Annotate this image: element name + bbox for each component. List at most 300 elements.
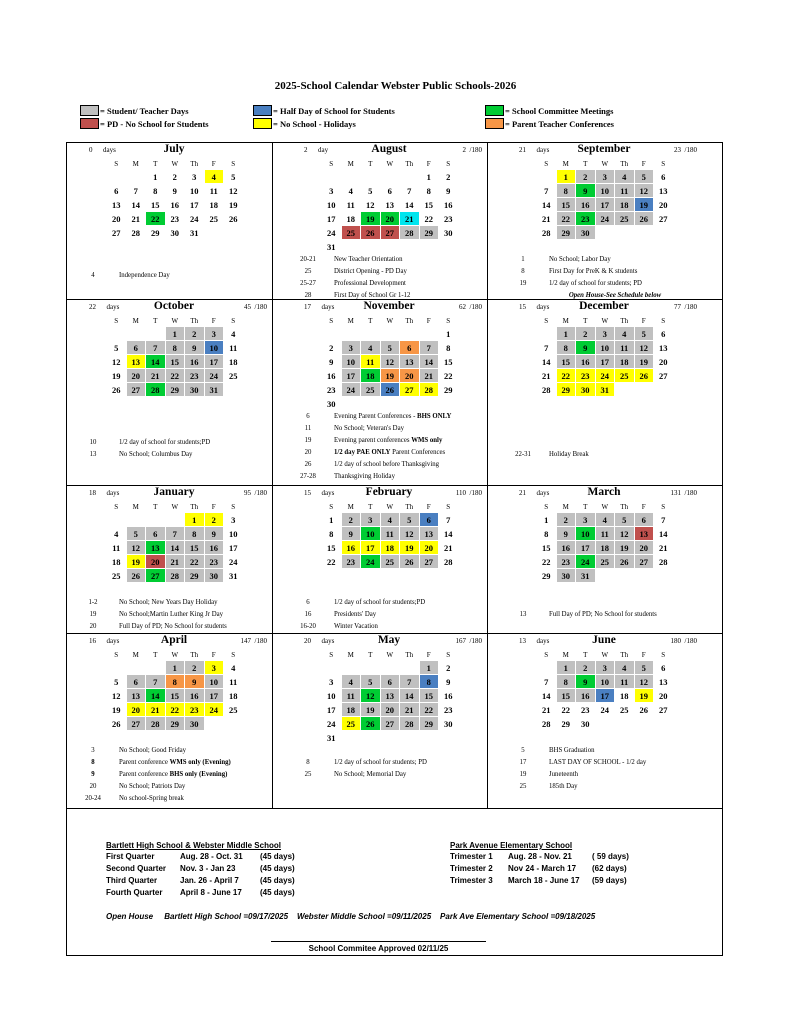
day-cell: 23 xyxy=(557,555,576,568)
month-grid xyxy=(107,650,281,731)
note-emphasis: 1/2 day PAE ONLY xyxy=(334,448,391,456)
month-day-count: 2 day xyxy=(304,146,329,154)
day-cell: 27 xyxy=(635,555,654,568)
month-day-count: 21 days xyxy=(519,489,550,497)
day-cell: 15 xyxy=(424,199,433,210)
day-cell: 6 xyxy=(387,185,392,196)
day-cell: 8 xyxy=(166,341,185,354)
day-cell: 18 xyxy=(346,213,355,224)
day-cell: 10 xyxy=(576,527,595,540)
day-cell: 11 xyxy=(596,527,615,540)
note-date: 25 xyxy=(304,770,312,778)
day-cell: 26 xyxy=(361,226,380,239)
note-date: 1 xyxy=(521,255,525,263)
day-cell: 15 xyxy=(166,355,185,368)
weekday-label: W xyxy=(386,317,394,325)
month-header xyxy=(67,486,281,502)
note-date: 4 xyxy=(91,271,95,279)
weekday-label: M xyxy=(132,160,139,168)
day-cell: 20 xyxy=(635,541,654,554)
day-cell: 3 xyxy=(596,661,615,674)
legend-parent-teacher-conferences xyxy=(485,117,614,130)
empty-cell xyxy=(361,397,380,410)
empty-cell xyxy=(400,397,419,410)
day-cell: 2 xyxy=(557,513,576,526)
week-row xyxy=(322,369,496,383)
day-cell: 22 xyxy=(146,212,165,225)
day-cell: 25 xyxy=(342,717,361,730)
day-cell: 14 xyxy=(131,199,140,210)
day-cell: 3 xyxy=(231,514,236,525)
trimester-name: Trimester 1 xyxy=(450,852,493,861)
day-cell: 3 xyxy=(205,661,224,674)
empty-cell xyxy=(127,513,146,526)
day-cell: 5 xyxy=(231,171,236,182)
month-name: April xyxy=(160,634,188,646)
month-grid xyxy=(322,502,496,569)
day-cell: 21 xyxy=(420,369,439,382)
day-cell: 18 xyxy=(342,703,361,716)
day-cell: 25 xyxy=(596,555,615,568)
empty-cell xyxy=(537,661,556,674)
weekday-label: F xyxy=(641,317,646,325)
day-cell: 7 xyxy=(446,514,451,525)
note-date: 19 xyxy=(304,436,312,444)
empty-cell xyxy=(654,717,673,730)
weekday-label: S xyxy=(114,651,119,659)
month-july xyxy=(67,143,281,279)
weekday-label: S xyxy=(446,503,451,511)
day-cell: 6 xyxy=(381,675,400,688)
month-day-count: 15 days xyxy=(304,489,335,497)
empty-cell xyxy=(615,226,634,239)
note-row xyxy=(282,458,496,470)
month-cumulative-total: 167 /180 xyxy=(455,637,482,645)
weekday-label: S xyxy=(661,651,666,659)
empty-cell xyxy=(361,170,380,183)
day-cell: 14 xyxy=(405,199,414,210)
day-cell: 30 xyxy=(576,226,595,239)
day-cell: 30 xyxy=(576,383,595,396)
pae-heading: Park Avenue Elementary School xyxy=(450,841,573,850)
day-cell: 20 xyxy=(659,199,668,210)
day-cell: 16 xyxy=(205,541,224,554)
day-cell: 27 xyxy=(659,704,668,715)
day-cell: 3 xyxy=(596,327,615,340)
day-cell: 12 xyxy=(400,527,419,540)
day-cell: 10 xyxy=(205,675,224,688)
trimester-range: Nov 24 - March 17 xyxy=(508,864,577,873)
quarter-days: (45 days) xyxy=(260,876,295,885)
day-cell: 22 xyxy=(424,213,433,224)
day-cell: 7 xyxy=(407,185,412,196)
day-cell: 11 xyxy=(229,342,238,353)
trimester-name: Trimester 2 xyxy=(450,864,493,873)
day-cell: 4 xyxy=(596,513,615,526)
legend-swatch xyxy=(253,105,272,116)
note-date: 8 xyxy=(521,267,525,275)
quarter-name: Third Quarter xyxy=(106,876,158,885)
day-cell: 25 xyxy=(620,704,629,715)
month-header xyxy=(67,300,281,316)
month-header xyxy=(67,634,281,650)
day-cell: 30 xyxy=(444,718,453,729)
day-cell: 24 xyxy=(342,383,361,396)
day-cell: 6 xyxy=(661,171,666,182)
legend-swatch xyxy=(80,105,99,116)
empty-cell xyxy=(342,240,361,253)
day-cell: 9 xyxy=(576,341,595,354)
weekday-row xyxy=(107,159,281,170)
weekday-label: S xyxy=(544,317,549,325)
empty-cell xyxy=(127,661,146,674)
day-cell: 3 xyxy=(342,341,361,354)
note-text: No School; Labor Day xyxy=(549,255,611,263)
day-cell: 26 xyxy=(112,384,121,395)
note-row xyxy=(282,434,496,446)
weekday-label: S xyxy=(231,651,236,659)
day-cell: 5 xyxy=(368,185,373,196)
day-cell: 16 xyxy=(185,355,204,368)
empty-cell xyxy=(381,661,400,674)
day-cell: 24 xyxy=(190,213,199,224)
empty-cell xyxy=(224,226,243,239)
weekday-label: M xyxy=(562,317,569,325)
week-row xyxy=(537,198,711,212)
weekday-label: S xyxy=(231,160,236,168)
day-cell: 12 xyxy=(635,184,654,197)
note-text: New Teacher Orientation xyxy=(334,255,403,263)
empty-cell xyxy=(439,240,458,253)
note-row xyxy=(497,265,711,277)
day-cell: 3 xyxy=(329,185,334,196)
month-notes xyxy=(282,756,496,780)
note-row xyxy=(497,744,711,756)
empty-cell xyxy=(107,661,126,674)
empty-cell xyxy=(635,569,654,582)
week-row xyxy=(107,383,281,397)
weekday-label: F xyxy=(426,160,431,168)
weekday-label: S xyxy=(231,503,236,511)
note-date: 20 xyxy=(89,782,97,790)
day-cell: 15 xyxy=(420,689,439,702)
note-row xyxy=(497,277,711,289)
empty-cell xyxy=(342,661,361,674)
day-cell: 3 xyxy=(596,170,615,183)
day-cell: 17 xyxy=(190,199,199,210)
empty-cell xyxy=(361,661,380,674)
day-cell: 5 xyxy=(381,341,400,354)
day-cell: 19 xyxy=(112,370,121,381)
day-cell: 11 xyxy=(361,355,380,368)
month-cumulative-total: 180 /180 xyxy=(670,637,697,645)
day-cell: 29 xyxy=(166,717,185,730)
day-cell: 7 xyxy=(544,185,549,196)
day-cell: 25 xyxy=(615,212,634,225)
day-cell: 9 xyxy=(557,527,576,540)
day-cell: 13 xyxy=(127,355,146,368)
month-grid xyxy=(107,502,281,583)
note-date: 1-2 xyxy=(88,598,98,606)
weekday-label: W xyxy=(171,503,179,511)
day-cell: 26 xyxy=(381,383,400,396)
month-cumulative-total: 95 /180 xyxy=(244,489,267,497)
note-row xyxy=(282,277,496,289)
day-cell: 6 xyxy=(420,513,439,526)
note-date: 8 xyxy=(306,758,310,766)
day-cell: 14 xyxy=(420,355,439,368)
month-header xyxy=(497,143,711,159)
day-cell: 7 xyxy=(544,676,549,687)
empty-cell xyxy=(342,170,361,183)
week-row xyxy=(322,513,496,527)
month-name: October xyxy=(153,300,195,312)
day-cell: 22 xyxy=(185,555,204,568)
day-cell: 9 xyxy=(205,527,224,540)
month-may xyxy=(282,634,496,778)
day-cell: 5 xyxy=(114,676,119,687)
day-cell: 24 xyxy=(361,555,380,568)
day-cell: 13 xyxy=(659,676,668,687)
month-grid xyxy=(537,316,711,397)
day-cell: 2 xyxy=(329,342,334,353)
day-cell: 7 xyxy=(544,342,549,353)
day-cell: 30 xyxy=(444,227,453,238)
day-cell: 22 xyxy=(327,556,336,567)
day-cell: 24 xyxy=(327,227,336,238)
week-row xyxy=(322,731,496,745)
month-december xyxy=(497,300,711,458)
day-cell: 1 xyxy=(544,514,549,525)
weekday-label: Th xyxy=(405,651,414,659)
weekday-label: W xyxy=(171,651,179,659)
quarter-days: (45 days) xyxy=(260,888,295,897)
note-row xyxy=(282,253,496,265)
legend-pd-no-school xyxy=(80,117,209,130)
day-cell: 21 xyxy=(146,703,165,716)
quarter-range: Aug. 28 - Oct. 31 xyxy=(180,852,243,861)
note-row xyxy=(67,756,281,768)
note-text: District Opening - PD Day xyxy=(334,267,407,275)
day-cell: 17 xyxy=(596,355,615,368)
empty-cell xyxy=(420,240,439,253)
note-text: Winter Vacation xyxy=(334,622,378,630)
note-text: Parent conference WMS only (Evening) xyxy=(119,758,231,766)
empty-cell xyxy=(439,731,458,744)
day-cell: 2 xyxy=(172,171,177,182)
month-header xyxy=(282,634,496,650)
weekday-row xyxy=(322,502,496,513)
legend-swatch xyxy=(253,118,272,129)
day-cell: 12 xyxy=(361,689,380,702)
week-row xyxy=(107,541,281,555)
note-row xyxy=(497,253,711,265)
empty-cell xyxy=(146,327,165,340)
day-cell: 24 xyxy=(327,718,336,729)
day-cell: 24 xyxy=(596,212,615,225)
note-text: 1/2 day PAE ONLY Parent Conferences xyxy=(334,448,446,456)
note-text: No school-Spring break xyxy=(119,794,184,802)
day-cell: 1 xyxy=(557,170,576,183)
day-cell: 1 xyxy=(557,661,576,674)
day-cell: 22 xyxy=(420,703,439,716)
quarter-name: Fourth Quarter xyxy=(106,888,163,897)
day-cell: 17 xyxy=(229,542,238,553)
week-row xyxy=(537,703,711,717)
note-date: 19 xyxy=(519,770,527,778)
weekday-label: W xyxy=(386,160,394,168)
day-cell: 29 xyxy=(444,384,453,395)
day-cell: 15 xyxy=(185,541,204,554)
empty-cell xyxy=(400,661,419,674)
note-text: 1/2 day of school for students;PD xyxy=(334,598,426,606)
day-cell: 15 xyxy=(542,542,551,553)
note-text: First Day of School Gr 1-12 xyxy=(334,291,411,299)
month-september xyxy=(497,143,711,299)
week-row xyxy=(322,703,496,717)
day-cell: 19 xyxy=(635,355,654,368)
day-cell: 15 xyxy=(557,355,576,368)
day-cell: 5 xyxy=(635,170,654,183)
day-cell: 24 xyxy=(229,556,238,567)
note-row xyxy=(282,410,496,422)
month-name: February xyxy=(365,486,413,498)
day-cell: 15 xyxy=(557,198,576,211)
legend-label: = School Committee Meetings xyxy=(505,105,614,116)
day-cell: 12 xyxy=(635,675,654,688)
month-february xyxy=(282,486,496,630)
note-row xyxy=(497,448,711,460)
note-row xyxy=(67,768,281,780)
weekday-label: F xyxy=(211,317,216,325)
day-cell: 31 xyxy=(205,383,224,396)
day-cell: 26 xyxy=(635,212,654,225)
day-cell: 27 xyxy=(127,717,146,730)
note-date: 20 xyxy=(304,448,312,456)
day-cell: 15 xyxy=(557,689,576,702)
weekday-label: Th xyxy=(405,317,414,325)
note-text: Full Day of PD; No School for students xyxy=(119,622,227,630)
day-cell: 17 xyxy=(576,541,595,554)
week-row xyxy=(322,661,496,675)
day-cell: 27 xyxy=(420,555,439,568)
week-row xyxy=(537,569,711,583)
day-cell: 27 xyxy=(659,370,668,381)
weekday-label: F xyxy=(426,651,431,659)
day-cell: 28 xyxy=(542,384,551,395)
pae-row xyxy=(450,864,627,873)
note-row xyxy=(67,780,281,792)
day-cell: 16 xyxy=(185,689,204,702)
day-cell: 19 xyxy=(361,212,380,225)
day-cell: 1 xyxy=(153,171,158,182)
day-cell: 28 xyxy=(444,556,453,567)
week-row xyxy=(107,675,281,689)
month-grid xyxy=(107,159,281,240)
weekday-label: M xyxy=(562,503,569,511)
day-cell: 7 xyxy=(146,341,165,354)
weekday-label: T xyxy=(153,317,158,325)
month-name: January xyxy=(153,486,195,498)
weekday-label: S xyxy=(329,160,334,168)
day-cell: 30 xyxy=(170,227,179,238)
day-cell: 7 xyxy=(400,675,419,688)
week-row xyxy=(107,226,281,240)
weekday-label: S xyxy=(329,503,334,511)
day-cell: 12 xyxy=(127,541,146,554)
week-row xyxy=(537,541,711,555)
day-cell: 5 xyxy=(400,513,419,526)
week-row xyxy=(537,513,711,527)
day-cell: 21 xyxy=(542,213,551,224)
page-title: 2025-School Calendar Webster Public Schools-2026 xyxy=(274,80,517,92)
weekday-label: W xyxy=(601,160,609,168)
day-cell: 26 xyxy=(127,569,146,582)
day-cell: 30 xyxy=(327,398,336,409)
day-cell: 21 xyxy=(542,704,551,715)
month-april xyxy=(67,634,281,802)
day-cell: 30 xyxy=(185,717,204,730)
week-row xyxy=(322,397,496,411)
day-cell: 29 xyxy=(185,569,204,582)
day-cell: 2 xyxy=(185,327,204,340)
day-cell: 10 xyxy=(229,528,238,539)
note-text: No School; Veteran's Day xyxy=(334,424,404,432)
empty-cell xyxy=(615,569,634,582)
day-cell: 28 xyxy=(542,718,551,729)
empty-cell xyxy=(322,327,341,340)
trimester-range: Aug. 28 - Nov. 21 xyxy=(508,852,572,861)
day-cell: 22 xyxy=(557,369,576,382)
month-cumulative-total: 45 /180 xyxy=(244,303,267,311)
day-cell: 17 xyxy=(596,689,615,702)
weekday-label: Th xyxy=(190,160,199,168)
month-day-count: 18 days xyxy=(89,489,120,497)
day-cell: 9 xyxy=(576,675,595,688)
note-row xyxy=(67,608,281,620)
empty-cell xyxy=(635,226,654,239)
day-cell: 1 xyxy=(557,327,576,340)
note-text: First Day for PreK & K students xyxy=(549,267,638,275)
month-name: September xyxy=(577,143,631,155)
day-cell: 25 xyxy=(381,555,400,568)
day-cell: 9 xyxy=(446,676,451,687)
weekday-label: W xyxy=(601,317,609,325)
note-emphasis: BHS ONLY xyxy=(417,412,452,420)
day-cell: 26 xyxy=(229,213,238,224)
day-cell: 18 xyxy=(596,541,615,554)
week-row xyxy=(107,170,281,184)
month-august xyxy=(282,143,496,299)
day-cell: 6 xyxy=(127,341,146,354)
day-cell: 10 xyxy=(596,675,615,688)
weekday-label: M xyxy=(562,160,569,168)
day-cell: 25 xyxy=(342,226,361,239)
weekday-label: T xyxy=(368,160,373,168)
day-cell: 23 xyxy=(576,212,595,225)
day-cell: 13 xyxy=(420,527,439,540)
day-cell: 26 xyxy=(635,369,654,382)
quarter-days: (45 days) xyxy=(260,852,295,861)
week-row xyxy=(322,717,496,731)
day-cell: 29 xyxy=(420,226,439,239)
legend-swatch xyxy=(485,118,504,129)
weekday-label: W xyxy=(601,503,609,511)
day-cell: 31 xyxy=(229,570,238,581)
day-cell: 8 xyxy=(557,184,576,197)
week-row xyxy=(107,212,281,226)
empty-cell xyxy=(166,513,185,526)
